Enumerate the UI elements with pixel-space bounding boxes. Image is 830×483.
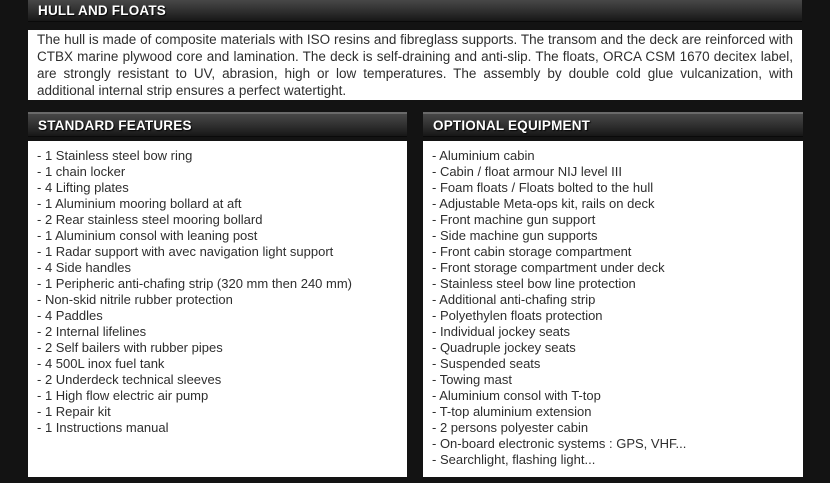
- optional-equipment-panel: [423, 141, 803, 477]
- list-item: - 1 Aluminium consol with leaning post: [37, 228, 258, 243]
- standard-features-header: [28, 112, 407, 137]
- standard-features-list: [28, 141, 407, 436]
- hull-section-body-panel: [28, 30, 802, 100]
- list-item: - 2 persons polyester cabin: [432, 420, 589, 435]
- list-item: - Adjustable Meta-ops kit, rails on deck: [432, 196, 655, 211]
- list-item: - T-top aluminium extension: [432, 404, 592, 419]
- list-item: - 1 chain locker: [37, 164, 126, 179]
- list-item: - 1 Peripheric anti-chafing strip (320 mm then 240 mm): [37, 276, 353, 291]
- list-item: - 1 Radar support with avec navigation light support: [37, 244, 334, 259]
- list-item: - 1 High flow electric air pump: [37, 388, 209, 403]
- list-item: - Front cabin storage compartment: [432, 244, 632, 259]
- list-item: - 1 Stainless steel bow ring: [37, 148, 193, 163]
- list-item: - Polyethylen floats protection: [432, 308, 603, 323]
- list-item: - 2 Internal lifelines: [37, 324, 147, 339]
- list-item: - 4 Paddles: [37, 308, 103, 323]
- list-item: - Cabin / float armour NIJ level III: [432, 164, 623, 179]
- list-item: - 2 Self bailers with rubber pipes: [37, 340, 223, 355]
- standard-features-panel: [28, 141, 407, 477]
- list-item: - 4 Side handles: [37, 260, 131, 275]
- list-item: - Front storage compartment under deck: [432, 260, 665, 275]
- list-item: - 1 Aluminium mooring bollard at aft: [37, 196, 242, 211]
- list-item: - 1 Repair kit: [37, 404, 111, 419]
- list-item: - Searchlight, flashing light...: [432, 452, 596, 467]
- list-item: - Individual jockey seats: [432, 324, 571, 339]
- list-item: - Additional anti-chafing strip: [432, 292, 596, 307]
- list-item: - Foam floats / Floats bolted to the hull: [432, 180, 654, 195]
- list-item: - 2 Underdeck technical sleeves: [37, 372, 222, 387]
- list-item: - Stainless steel bow line protection: [432, 276, 636, 291]
- optional-equipment-header: [423, 112, 803, 137]
- hull-section-body-text: The hull is made of composite materials with ISO resins and fibreglass supports. The transom and the deck are reinforced with CTBX marine plywood core and lamination. The deck is self-draining and anti-slip. The floats, ORCA CSM 1670 decitex label, are strongly resistant to UV, abrasion, high or low temperatures. The assembly by double cold glue vulcanization, with additional internal strip ensures a perfect watertight.: [37, 32, 793, 98]
- list-item: - Aluminium consol with T-top: [432, 388, 601, 403]
- list-item: - Non-skid nitrile rubber protection: [37, 292, 233, 307]
- optional-equipment-list: [423, 141, 803, 468]
- optional-equipment-title: OPTIONAL EQUIPMENT: [433, 117, 591, 133]
- hull-section-title: HULL AND FLOATS: [38, 3, 166, 18]
- list-item: - Front machine gun support: [432, 212, 596, 227]
- list-item: - Side machine gun supports: [432, 228, 598, 243]
- hull-section-header: [28, 0, 802, 22]
- list-item: - 1 Instructions manual: [37, 420, 169, 435]
- list-item: - On-board electronic systems : GPS, VHF...: [432, 436, 687, 451]
- list-item: - Aluminium cabin: [432, 148, 535, 163]
- list-item: - 2 Rear stainless steel mooring bollard: [37, 212, 263, 227]
- list-item: - 4 Lifting plates: [37, 180, 129, 195]
- list-item: - Towing mast: [432, 372, 512, 387]
- list-item: - 4 500L inox fuel tank: [37, 356, 165, 371]
- standard-features-title: STANDARD FEATURES: [38, 117, 192, 133]
- list-item: - Quadruple jockey seats: [432, 340, 576, 355]
- list-item: - Suspended seats: [432, 356, 541, 371]
